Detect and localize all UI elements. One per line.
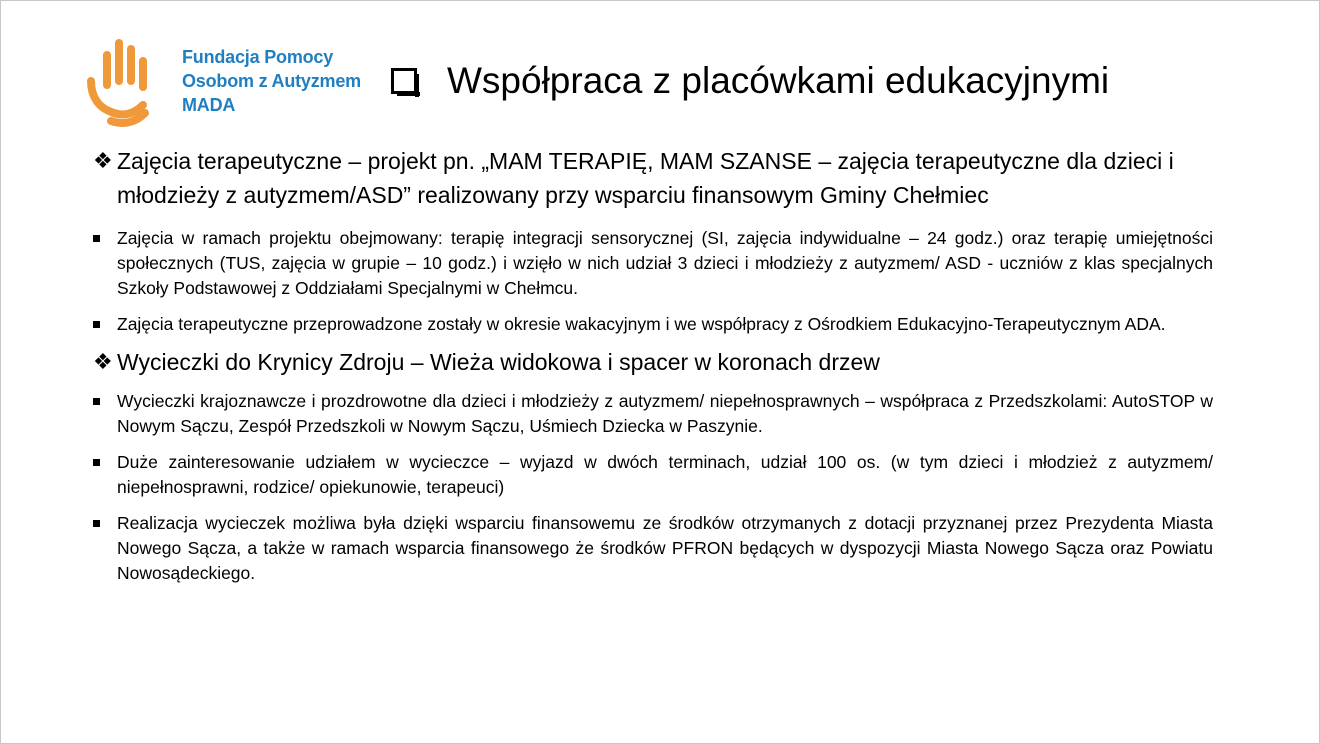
list-item	[93, 511, 1213, 586]
bullet-text: Wycieczki krajoznawcze i prozdrowotne dla dzieci i młodzieży z autyzmem/ niepełnosprawnych – współpraca z Przedszkolami: AutoSTOP w Nowym Sączu, Zespół Przedszkoli w Nowym Sączu, Uśmiech Dziecka w Paszynie.	[117, 391, 1213, 436]
hand-icon	[85, 37, 155, 129]
spacer	[93, 500, 1213, 511]
bullet-text: Zajęcia w ramach projektu obejmowany: terapię integracji sensorycznej (SI, zajęcia indywidualne – 24 godz.) oraz terapię umiejętności społecznych (TUS, zajęcia w grupie – 10 godz.) i wzięło w nich udział 3 dzieci i młodzieży z autyzmem/ ASD - uczniów z klas specjalnych Szkoły Podstawowej z Oddziałami Specjalnymi w Chełmcu.	[117, 228, 1213, 298]
section-heading-therapy	[93, 144, 1213, 212]
title-text: Współpraca z placówkami edukacyjnymi	[447, 60, 1110, 101]
heading-rest: do Krynicy Zdroju – Wieża widokowa i spacer w koronach drzew	[219, 349, 880, 375]
square-bullet-icon	[93, 398, 100, 405]
diamond-bullet-icon: ❖	[93, 349, 113, 374]
square-bullet-icon	[93, 235, 100, 242]
slide-content	[93, 144, 1213, 586]
slide-title	[391, 57, 1109, 105]
trips-bullet-list	[93, 389, 1213, 586]
spacer	[93, 301, 1213, 312]
bullet-text: Duże zainteresowanie udziałem w wycieczce – wyjazd w dwóch terminach, udział 100 os. (w tym dzieci i młodzież z autyzmem/ niepełnosprawni, rodzice/ opiekunowie, terapeuci)	[117, 452, 1213, 497]
list-item	[93, 450, 1213, 500]
section-heading-trips	[93, 345, 1213, 379]
foundation-logo	[85, 37, 385, 129]
list-item	[93, 389, 1213, 439]
spacer	[93, 439, 1213, 450]
checkbox-bullet-icon	[391, 68, 417, 94]
heading-bold: Zajęcia terapeutyczne	[117, 148, 343, 174]
square-bullet-icon	[93, 459, 100, 466]
list-item	[93, 312, 1213, 337]
heading-rest: – projekt pn. „MAM TERAPIĘ, MAM SZANSE – zajęcia terapeutyczne dla dzieci i młodzieży z autyzmem/ASD” realizowany przy wsparciu finansowym Gminy Chełmiec	[117, 148, 1174, 208]
diamond-bullet-icon: ❖	[93, 148, 113, 173]
logo-line: Fundacja Pomocy	[182, 47, 334, 67]
square-bullet-icon	[93, 321, 100, 328]
square-bullet-icon	[93, 520, 100, 527]
therapy-bullet-list	[93, 226, 1213, 337]
bullet-text: Realizacja wycieczek możliwa była dzięki wsparciu finansowemu ze środków otrzymanych z dotacji przyznanej przez Prezydenta Miasta Nowego Sącza, a także w ramach wsparcia finansowego że środków PFRON będących w dyspozycji Miasta Nowego Sącza oraz Powiatu Nowosądeckiego.	[117, 513, 1213, 583]
logo-line: MADA	[182, 95, 236, 115]
heading-bold: Wycieczki	[117, 349, 220, 375]
logo-line: Osobom z Autyzmem	[182, 71, 361, 91]
list-item	[93, 226, 1213, 301]
bullet-text: Zajęcia terapeutyczne przeprowadzone zostały w okresie wakacyjnym i we współpracy z Ośrodkiem Edukacyjno-Terapeutycznym ADA.	[117, 314, 1166, 334]
logo-text	[182, 45, 361, 117]
